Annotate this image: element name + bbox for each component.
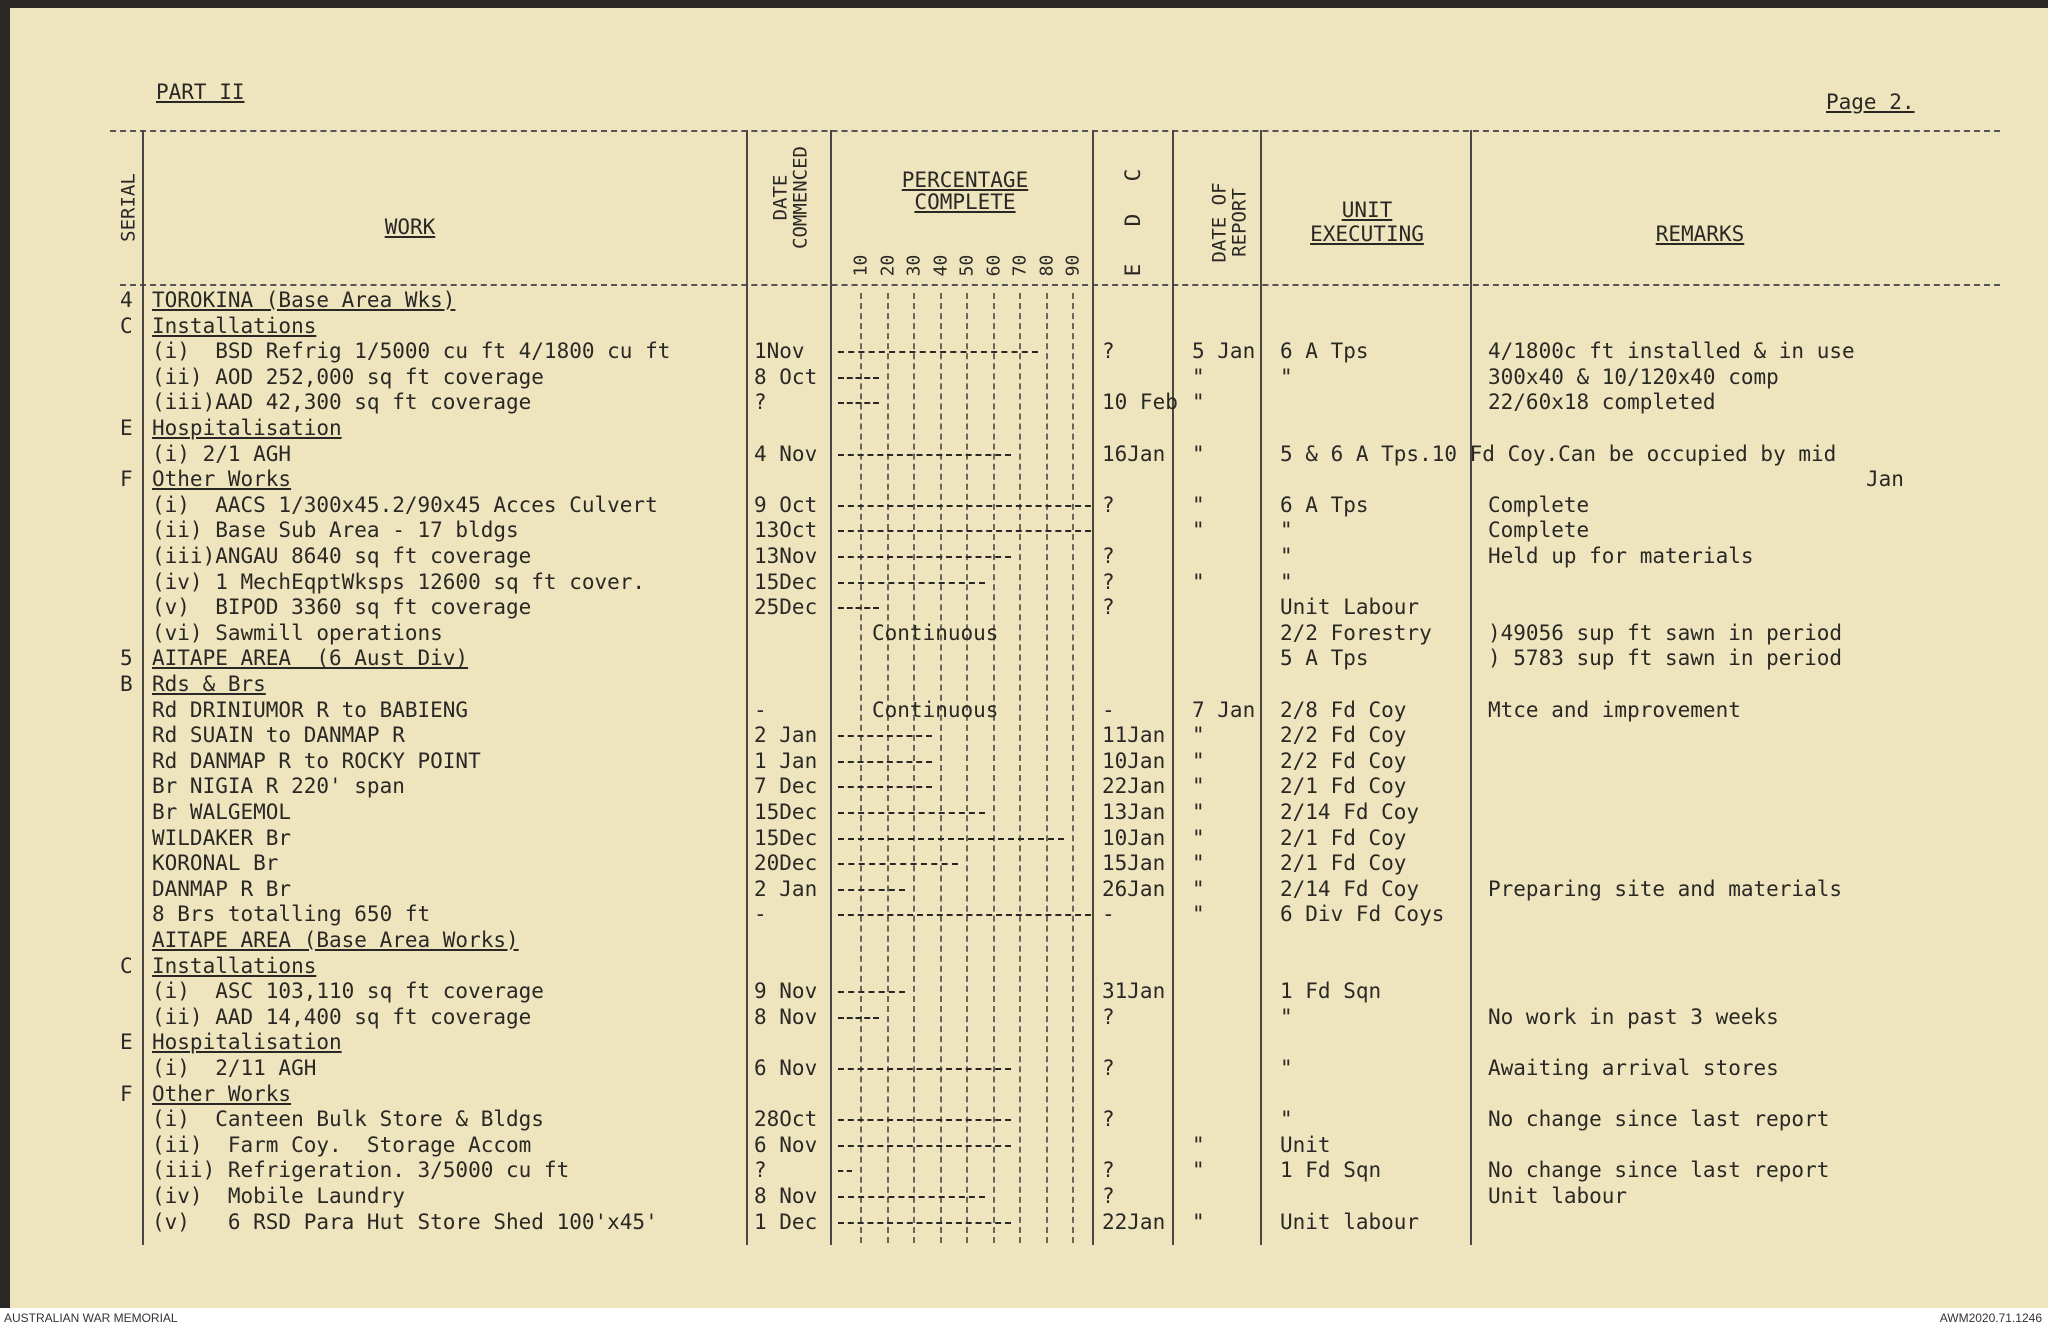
row-percentage-text: Continuous bbox=[872, 697, 999, 722]
header-complete: COMPLETE bbox=[914, 190, 1016, 214]
percentage-guide-20 bbox=[887, 293, 889, 1243]
row-remarks: 4/1800c ft installed & in use bbox=[1488, 339, 1855, 364]
col-divider-report bbox=[1260, 130, 1262, 1245]
row-edc: ? bbox=[1102, 339, 1115, 364]
row-unit-executing: " bbox=[1280, 364, 1293, 389]
row-work: (iii)ANGAU 8640 sq ft coverage bbox=[152, 544, 532, 568]
row-date-of-report: " bbox=[1192, 902, 1205, 927]
row-serial: B bbox=[120, 672, 133, 696]
row-date-commenced: 28Oct bbox=[754, 1107, 818, 1132]
row-unit-executing: 2/8 Fd Coy bbox=[1280, 697, 1407, 722]
row-serial: F bbox=[120, 1081, 133, 1106]
row-date-commenced: 1 Dec bbox=[754, 1209, 818, 1234]
row-remarks: Mtce and improvement bbox=[1488, 697, 1741, 722]
row-remarks: No change since last report bbox=[1488, 1107, 1830, 1132]
row-work: Installations bbox=[152, 953, 317, 978]
percentage-guide-40 bbox=[940, 293, 942, 1243]
row-edc: 11Jan bbox=[1102, 723, 1166, 748]
row-unit-executing: 2/2 Fd Coy bbox=[1280, 723, 1407, 748]
row-edc: ? bbox=[1102, 492, 1115, 517]
percentage-guide-10 bbox=[860, 293, 862, 1243]
row-work: (v) BIPOD 3360 sq ft coverage bbox=[152, 595, 532, 620]
row-date-of-report: " bbox=[1192, 876, 1205, 901]
row-unit-executing: Unit labour bbox=[1280, 1209, 1420, 1234]
row-date-commenced: 2 Jan bbox=[754, 723, 818, 748]
row-unit-executing: 2/2 Forestry bbox=[1280, 620, 1432, 645]
document-page bbox=[10, 8, 2048, 1308]
row-percentage-bar bbox=[838, 1017, 879, 1019]
percentage-tick-20: 20 bbox=[877, 254, 898, 277]
row-percentage-bar bbox=[838, 1068, 1011, 1070]
row-unit-executing: 6 A Tps bbox=[1280, 492, 1369, 517]
row-edc: - bbox=[1102, 697, 1115, 722]
percentage-tick-90: 90 bbox=[1062, 254, 1084, 277]
row-date-of-report: " bbox=[1192, 518, 1205, 543]
row-unit-executing: " bbox=[1280, 1056, 1293, 1080]
row-unit-executing: " bbox=[1280, 569, 1293, 594]
row-unit-executing: 6 A Tps bbox=[1280, 339, 1369, 364]
row-remarks: )49056 sup ft sawn in period bbox=[1488, 620, 1843, 645]
row-unit-executing: 2/1 Fd Coy bbox=[1280, 825, 1407, 850]
col-divider-serial bbox=[142, 130, 144, 1245]
row-work: (i) Canteen Bulk Store & Bldgs bbox=[152, 1107, 544, 1132]
row-date-commenced: 20Dec bbox=[754, 851, 818, 876]
row-percentage-bar bbox=[838, 812, 985, 814]
row-unit-executing: 2/14 Fd Coy bbox=[1280, 800, 1420, 824]
row-percentage-bar bbox=[838, 1222, 1011, 1224]
row-work: AITAPE AREA (6 Aust Div) bbox=[152, 646, 469, 671]
row-date-commenced: 1Nov bbox=[754, 339, 805, 364]
header-edc-c: C bbox=[1121, 168, 1145, 182]
row-work: (ii) Farm Coy. Storage Accom bbox=[152, 1132, 532, 1157]
row-edc: 10Jan bbox=[1102, 748, 1166, 773]
row-date-commenced: 13Oct bbox=[754, 518, 818, 543]
row-remarks: Complete bbox=[1488, 492, 1590, 517]
col-divider-date bbox=[830, 130, 832, 1245]
row-remarks: No change since last report bbox=[1488, 1158, 1830, 1183]
row-unit-executing: 2/1 Fd Coy bbox=[1280, 851, 1407, 876]
row-remarks: 22/60x18 completed bbox=[1488, 390, 1716, 415]
row-work: (i) AACS 1/300x45.2/90x45 Acces Culvert bbox=[152, 492, 658, 517]
row-percentage-bar bbox=[838, 1145, 1011, 1147]
row-date-commenced: 1 Jan bbox=[754, 748, 818, 773]
row-work: (iv) Mobile Laundry bbox=[152, 1184, 405, 1208]
percentage-tick-10: 10 bbox=[850, 254, 872, 277]
row-remarks: Held up for materials bbox=[1488, 544, 1754, 568]
row-work: Hospitalisation bbox=[152, 1030, 342, 1055]
percentage-tick-80: 80 bbox=[1036, 254, 1057, 277]
row-work: (v) 6 RSD Para Hut Store Shed 100'x45' bbox=[152, 1209, 658, 1234]
percentage-guide-90 bbox=[1072, 293, 1074, 1243]
row-serial: E bbox=[120, 416, 133, 440]
page-number: Page 2. bbox=[1826, 90, 1915, 114]
percentage-tick-50: 50 bbox=[956, 254, 978, 277]
row-date-commenced: 9 Nov bbox=[754, 979, 818, 1004]
percentage-guide-80 bbox=[1046, 293, 1048, 1243]
row-edc: 10Jan bbox=[1102, 825, 1166, 850]
header-serial: SERIAL bbox=[117, 173, 140, 242]
row-unit-executing: " bbox=[1280, 544, 1293, 568]
row-work: Rd DRINIUMOR R to BABIENG bbox=[152, 697, 469, 722]
row-percentage-bar bbox=[838, 351, 1038, 353]
row-unit-executing: 5 A Tps bbox=[1280, 646, 1369, 671]
row-date-commenced: - bbox=[754, 697, 767, 722]
row-date-commenced: 8 Nov bbox=[754, 1184, 818, 1208]
percentage-tick-70: 70 bbox=[1009, 254, 1031, 277]
row-date-of-report: " bbox=[1192, 723, 1205, 748]
row-serial: E bbox=[120, 1030, 133, 1055]
row-date-of-report: " bbox=[1192, 800, 1205, 824]
row-work: Installations bbox=[152, 313, 317, 338]
row-edc: 15Jan bbox=[1102, 851, 1166, 876]
header-bottom-rule bbox=[120, 284, 2000, 286]
footer-right: AWM2020.71.1246 bbox=[1939, 1311, 2042, 1325]
row-percentage-bar bbox=[838, 991, 905, 993]
row-work: (vi) Sawmill operations bbox=[152, 620, 443, 645]
header-unit-line1: UNIT bbox=[1341, 198, 1393, 222]
row-serial: 4 bbox=[120, 288, 133, 312]
row-date-of-report: 5 Jan bbox=[1192, 339, 1256, 364]
row-unit-executing: Unit bbox=[1280, 1132, 1331, 1157]
row-work: Hospitalisation bbox=[152, 416, 342, 440]
row-edc: ? bbox=[1102, 1184, 1115, 1208]
percentage-tick-60: 60 bbox=[983, 254, 1004, 277]
row-percentage-bar bbox=[838, 863, 958, 865]
row-work: Br NIGIA R 220' span bbox=[152, 774, 405, 799]
row-remarks: Unit labour bbox=[1488, 1184, 1628, 1208]
row-date-of-report: " bbox=[1192, 774, 1205, 799]
row-percentage-bar bbox=[838, 914, 1091, 916]
row-percentage-bar bbox=[838, 530, 1091, 532]
row-work: (i) BSD Refrig 1/5000 cu ft 4/1800 cu ft bbox=[152, 339, 671, 364]
footer-left: AUSTRALIAN WAR MEMORIAL bbox=[4, 1311, 178, 1325]
row-work: Rd SUAIN to DANMAP R bbox=[152, 723, 405, 748]
row-edc: ? bbox=[1102, 1004, 1115, 1029]
row-work: Rd DANMAP R to ROCKY POINT bbox=[152, 748, 481, 773]
row-date-of-report: " bbox=[1192, 748, 1205, 773]
row-date-of-report: " bbox=[1192, 851, 1205, 876]
row-unit-executing: " bbox=[1280, 1107, 1293, 1132]
row-percentage-bar bbox=[838, 1170, 852, 1172]
row-work: (ii) AAD 14,400 sq ft coverage bbox=[152, 1004, 532, 1029]
row-percentage-bar bbox=[838, 582, 985, 584]
header-edc-d: D bbox=[1121, 213, 1145, 227]
row-percentage-bar bbox=[838, 1119, 1011, 1121]
row-edc: ? bbox=[1102, 1158, 1115, 1183]
row-date-commenced: 6 Nov bbox=[754, 1132, 818, 1157]
header-edc-e: E bbox=[1121, 263, 1145, 277]
row-work: (ii) Base Sub Area - 17 bldgs bbox=[152, 518, 519, 543]
row-edc: 10 Feb bbox=[1102, 390, 1178, 415]
row-percentage-bar bbox=[838, 838, 1064, 840]
percentage-tick-30: 30 bbox=[903, 254, 925, 277]
col-divider-percent bbox=[1092, 130, 1094, 1245]
row-work: (ii) AOD 252,000 sq ft coverage bbox=[152, 364, 544, 389]
row-work: TOROKINA (Base Area Wks) bbox=[152, 288, 456, 312]
row-serial: C bbox=[120, 313, 133, 338]
row-date-of-report: " bbox=[1192, 1209, 1205, 1234]
row-unit-executing: 6 Div Fd Coys bbox=[1280, 902, 1445, 927]
row-date-commenced: 15Dec bbox=[754, 800, 818, 824]
row-remarks: 300x40 & 10/120x40 comp bbox=[1488, 364, 1779, 389]
row-work: (i) ASC 103,110 sq ft coverage bbox=[152, 979, 544, 1004]
row-date-commenced: ? bbox=[754, 390, 767, 415]
row-percentage-bar bbox=[838, 889, 905, 891]
row-remarks: Complete bbox=[1488, 518, 1590, 543]
row-edc: 13Jan bbox=[1102, 800, 1166, 824]
row-date-of-report: " bbox=[1192, 492, 1205, 517]
row-date-commenced: 2 Jan bbox=[754, 876, 818, 901]
row-date-commenced: 8 Oct bbox=[754, 364, 818, 389]
row-edc: 31Jan bbox=[1102, 979, 1166, 1004]
row-edc: 26Jan bbox=[1102, 876, 1166, 901]
row-serial: F bbox=[120, 467, 133, 492]
percentage-guide-50 bbox=[966, 293, 968, 1243]
header-date-line2: COMMENCED bbox=[789, 146, 812, 249]
row-work: (iii)AAD 42,300 sq ft coverage bbox=[152, 390, 532, 415]
row-date-commenced: 15Dec bbox=[754, 825, 818, 850]
row-percentage-bar bbox=[838, 377, 879, 379]
row-unit-executing: 2/14 Fd Coy bbox=[1280, 876, 1420, 901]
row-date-commenced: 4 Nov bbox=[754, 441, 818, 466]
row-unit-executing: " bbox=[1280, 1004, 1293, 1029]
row-work: (iv) 1 MechEqptWksps 12600 sq ft cover. bbox=[152, 569, 646, 594]
percentage-guide-70 bbox=[1019, 293, 1021, 1243]
header-work: WORK bbox=[384, 215, 436, 239]
row-work: (i) 2/1 AGH bbox=[152, 441, 292, 466]
percentage-guide-30 bbox=[913, 293, 915, 1243]
row-edc: ? bbox=[1102, 595, 1115, 620]
row-edc: ? bbox=[1102, 1056, 1115, 1080]
row-edc: ? bbox=[1102, 544, 1115, 568]
row-edc: 22Jan bbox=[1102, 1209, 1166, 1234]
row-remarks: Awaiting arrival stores bbox=[1488, 1056, 1779, 1080]
header-unit-line2: EXECUTING bbox=[1310, 222, 1424, 246]
header-report-line2: REPORT bbox=[1228, 188, 1251, 257]
header-date-line1: DATE bbox=[769, 174, 792, 221]
row-unit-executing: 1 Fd Sqn bbox=[1280, 1158, 1382, 1183]
part-label: PART II bbox=[156, 80, 245, 104]
row-date-of-report: " bbox=[1192, 569, 1205, 594]
row-date-of-report: " bbox=[1192, 1158, 1205, 1183]
row-percentage-bar bbox=[838, 402, 879, 404]
row-unit-executing: 2/2 Fd Coy bbox=[1280, 748, 1407, 773]
percentage-guide-60 bbox=[993, 293, 995, 1243]
row-work: KORONAL Br bbox=[152, 851, 279, 876]
row-remarks: ) 5783 sup ft sawn in period bbox=[1488, 646, 1843, 671]
row-percentage-bar bbox=[838, 761, 932, 763]
row-edc: 22Jan bbox=[1102, 774, 1166, 799]
row-date-commenced: 8 Nov bbox=[754, 1004, 818, 1029]
header-remarks: REMARKS bbox=[1655, 222, 1745, 246]
row-remarks: Preparing site and materials bbox=[1488, 876, 1843, 901]
table-top-rule bbox=[110, 130, 2000, 132]
row-work: Other Works bbox=[152, 1081, 292, 1106]
row-remarks: No work in past 3 weeks bbox=[1488, 1004, 1779, 1029]
row-date-commenced: - bbox=[754, 902, 767, 927]
row-percentage-bar bbox=[838, 735, 932, 737]
row-work: (i) 2/11 AGH bbox=[152, 1056, 317, 1080]
row-work: 8 Brs totalling 650 ft bbox=[152, 902, 431, 927]
row-work: Rds & Brs bbox=[152, 672, 266, 696]
row-date-commenced: 25Dec bbox=[754, 595, 818, 620]
row-unit-executing: " bbox=[1280, 518, 1293, 543]
header-report-line1: DATE OF bbox=[1208, 182, 1231, 263]
row-remarks: Jan bbox=[1866, 467, 1904, 492]
col-divider-edc bbox=[1172, 130, 1174, 1245]
row-edc: ? bbox=[1102, 1107, 1115, 1132]
row-work: (iii) Refrigeration. 3/5000 cu ft bbox=[152, 1158, 570, 1183]
row-date-commenced: 7 Dec bbox=[754, 774, 818, 799]
row-date-of-report: " bbox=[1192, 825, 1205, 850]
row-work: WILDAKER Br bbox=[152, 825, 292, 850]
row-percentage-bar bbox=[838, 505, 1091, 507]
row-percentage-bar bbox=[838, 454, 1011, 456]
col-divider-work bbox=[746, 130, 748, 1245]
row-edc: 16Jan bbox=[1102, 441, 1166, 466]
row-percentage-bar bbox=[838, 607, 879, 609]
row-percentage-text: Continuous bbox=[872, 620, 999, 645]
percentage-tick-40: 40 bbox=[930, 254, 951, 277]
row-edc: ? bbox=[1102, 569, 1115, 594]
header-percentage: PERCENTAGE bbox=[901, 168, 1029, 192]
row-date-of-report: " bbox=[1192, 364, 1205, 389]
row-date-commenced: 13Nov bbox=[754, 544, 818, 568]
row-percentage-bar bbox=[838, 556, 1011, 558]
row-edc: - bbox=[1102, 902, 1115, 927]
row-serial: 5 bbox=[120, 646, 133, 671]
row-date-of-report: 7 Jan bbox=[1192, 697, 1256, 722]
row-date-commenced: ? bbox=[754, 1158, 767, 1183]
row-work: AITAPE AREA (Base Area Works) bbox=[152, 928, 519, 952]
row-work: Other Works bbox=[152, 467, 292, 492]
row-work: Br WALGEMOL bbox=[152, 800, 292, 824]
row-date-commenced: 9 Oct bbox=[754, 492, 818, 517]
row-unit-executing: 2/1 Fd Coy bbox=[1280, 774, 1407, 799]
row-percentage-bar bbox=[838, 1196, 985, 1198]
col-divider-unit bbox=[1470, 130, 1472, 1245]
row-date-of-report: " bbox=[1192, 1132, 1205, 1157]
row-percentage-bar bbox=[838, 786, 932, 788]
row-date-of-report: " bbox=[1192, 441, 1205, 466]
footer-bar bbox=[0, 1308, 2048, 1327]
row-date-commenced: 6 Nov bbox=[754, 1056, 818, 1080]
row-unit-executing: Unit Labour bbox=[1280, 595, 1420, 620]
row-unit-executing: 1 Fd Sqn bbox=[1280, 979, 1382, 1004]
row-date-commenced: 15Dec bbox=[754, 569, 818, 594]
row-work: DANMAP R Br bbox=[152, 876, 292, 901]
row-serial: C bbox=[120, 953, 133, 978]
row-date-of-report: " bbox=[1192, 390, 1205, 415]
row-unit-executing: 5 & 6 A Tps.10 Fd Coy.Can be occupied by mid bbox=[1280, 441, 1837, 466]
